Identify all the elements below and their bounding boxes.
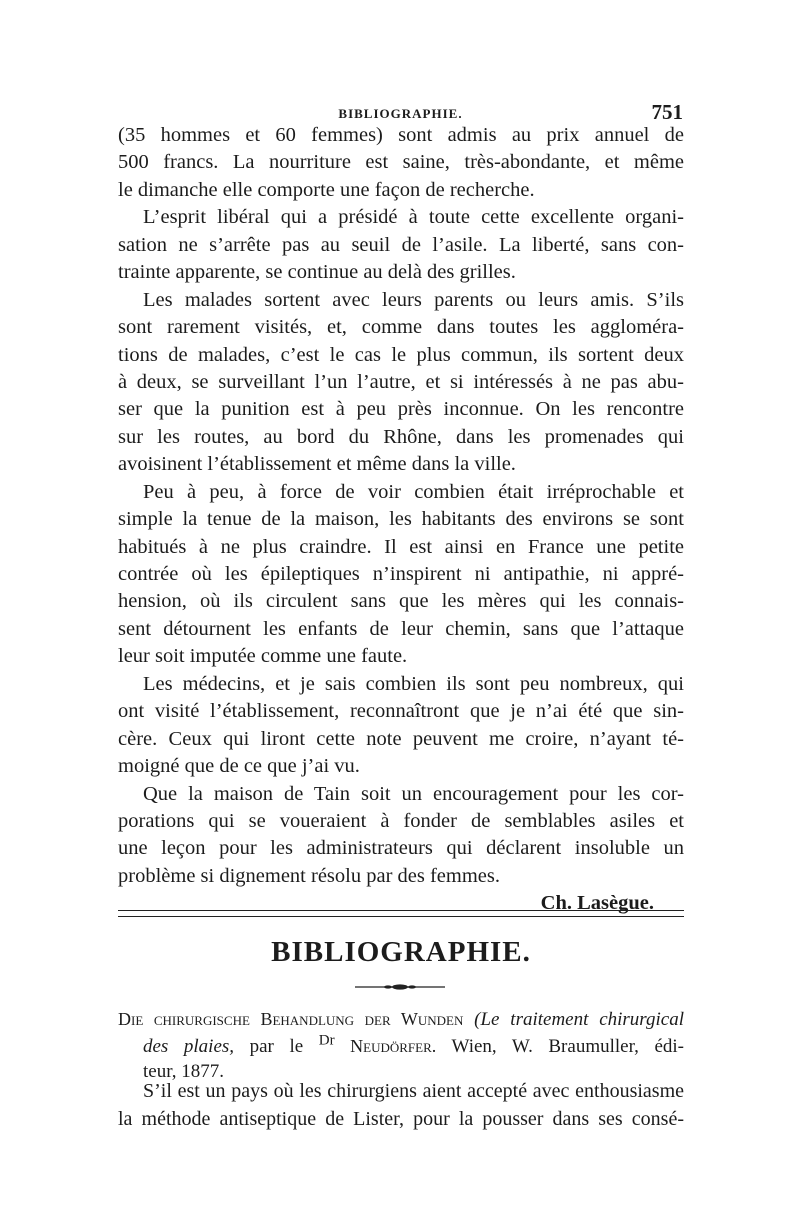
text-line: la méthode antiseptique de Lister, pour la pousser dans ses consé-: [118, 1107, 684, 1130]
text-line: Peu à peu, à force de voir combien était irréprochable et: [143, 480, 684, 503]
bibliography-entry: [118, 1006, 684, 1086]
entry-by: par le: [249, 1035, 304, 1057]
text-line: 500 francs. La nourriture est saine, très-abondante, et même: [118, 151, 684, 174]
page-number: 751: [651, 100, 683, 124]
section-title: BIBLIOGRAPHIE.: [271, 936, 531, 968]
author-signature: Ch. Lasègue.: [540, 892, 654, 915]
entry-title-french-cont: des plaies,: [143, 1035, 235, 1057]
entry-line: [118, 1033, 684, 1060]
text-line: habitués à ne plus craindre. Il est ainsi en France une petite: [118, 535, 684, 558]
text-line: ont visité l’établissement, reconnaîtront que je n’ai été que sin-: [118, 700, 684, 723]
text-line: sation ne s’arrête pas au seuil de l’asile. La liberté, sans con-: [118, 233, 684, 256]
text-line: cère. Ceux qui liront cette note peuvent me croire, n’ayant té-: [118, 727, 684, 750]
text-line: sont rarement visités, et, comme dans toutes les aggloméra-: [118, 316, 684, 339]
entry-author: Neudörfer.: [350, 1035, 437, 1056]
text-line: problème si dignement résolu par des femmes.: [118, 864, 500, 887]
text-line: Les médecins, et je sais combien ils sont peu nombreux, qui: [143, 672, 684, 695]
text-line: trainte apparente, se continue au delà des grilles.: [118, 261, 516, 284]
section-divider: [118, 910, 684, 917]
running-head: BIBLIOGRAPHIE.: [338, 106, 463, 121]
text-line: leur soit imputée comme une faute.: [118, 645, 408, 668]
entry-line: teur, 1877.: [143, 1061, 225, 1082]
entry-paragraph: [118, 1078, 684, 1133]
entry-title-german: Die chirurgische Behandlung der Wunden: [118, 1009, 464, 1029]
text-line: (35 hommes et 60 femmes) sont admis au prix annuel de: [118, 124, 684, 146]
article-body: [118, 122, 684, 918]
entry-publisher: Wien, W. Braumuller, édi-: [451, 1035, 684, 1057]
text-line: porations qui se voueraient à fonder de semblables asiles et: [118, 809, 684, 832]
text-line: Les malades sortent avec leurs parents ou leurs amis. S’ils: [143, 288, 684, 311]
text-line: une leçon pour les administrateurs qui déclarent insoluble un: [118, 837, 684, 860]
entry-line: [118, 1006, 684, 1033]
text-line: tions de malades, c’est le cas le plus commun, ils sortent deux: [118, 343, 684, 366]
text-line: ser que la punition est à peu près inconnue. On les rencontre: [118, 398, 684, 421]
entry-dr: Dr: [318, 1032, 335, 1049]
text-line: L’esprit libéral qui a présidé à toute cette excellente organi-: [143, 206, 684, 229]
entry-title-french: (Le traitement chirurgical: [474, 1009, 684, 1030]
text-line: sur les routes, au bord du Rhône, dans les promenades qui: [118, 425, 684, 448]
text-line: le dimanche elle comporte une façon de recherche.: [118, 178, 535, 201]
text-line: avoisinent l’établissement et même dans la ville.: [118, 453, 516, 476]
text-line: Que la maison de Tain soit un encouragement pour les cor-: [143, 782, 684, 805]
text-line: à deux, se surveillant l’un l’autre, et si intéressés à ne pas abu-: [118, 370, 684, 393]
ornament-rule: [355, 983, 445, 991]
text-line: simple la tenue de la maison, les habitants des environs se sont: [118, 508, 684, 531]
text-line: hension, où ils circulent sans que les mères qui les connais-: [118, 590, 684, 613]
text-line: sent détournent les enfants de leur chemin, sans que l’attaque: [118, 617, 684, 640]
text-line: contrée où les épileptiques n’inspirent ni antipathie, ni appré-: [118, 563, 684, 585]
text-line: S’il est un pays où les chirurgiens aient accepté avec enthousiasme: [143, 1080, 684, 1102]
text-line: moigné que de ce que j’ai vu.: [118, 755, 360, 778]
